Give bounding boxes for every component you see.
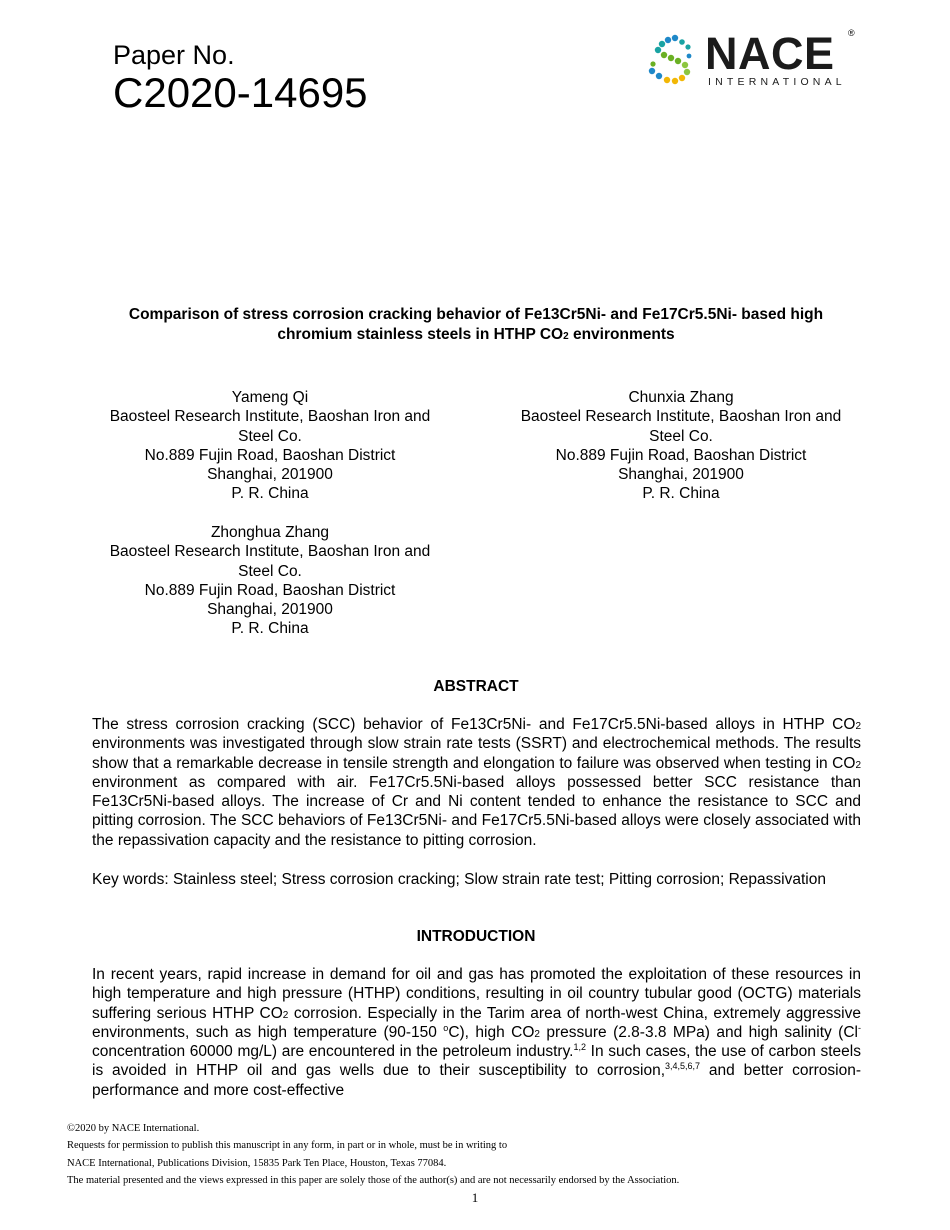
- title-line-1: Comparison of stress corrosion cracking behavior of Fe13Cr5Ni- and Fe17Cr5.5Ni- based high: [128, 306, 824, 323]
- author-block: [90, 523, 450, 639]
- logo-wordmark: NACE: [705, 28, 835, 79]
- author-country: P. R. China: [231, 485, 309, 503]
- author-address: No.889 Fujin Road, Baoshan District: [144, 581, 396, 599]
- nace-logo: [645, 28, 860, 90]
- author-country: P. R. China: [231, 620, 309, 638]
- footer-copyright: ©2020 by NACE International.: [67, 1123, 200, 1134]
- abstract-heading: ABSTRACT: [433, 678, 519, 695]
- title-line-2: chromium stainless steels in HTHP CO2 environments: [277, 326, 675, 343]
- footer-disclaimer: The material presented and the views expressed in this paper are solely those of the author(s) and are not necessarily endorsed by the Association.: [67, 1174, 680, 1186]
- keywords: Key words: Stainless steel; Stress corrosion cracking; Slow strain rate test; Pitting corrosion; Repassivation: [92, 871, 826, 888]
- author-affiliation-cont: Steel Co.: [238, 562, 302, 580]
- author-affiliation-cont: Steel Co.: [649, 427, 713, 445]
- author-block: [501, 388, 861, 504]
- logo-mark-icon: [645, 30, 705, 90]
- introduction-heading: INTRODUCTION: [416, 928, 536, 945]
- author-address: No.889 Fujin Road, Baoshan District: [555, 446, 807, 464]
- footer-permission: Requests for permission to publish this manuscript in any form, in part or in whole, must be in writing to: [67, 1140, 508, 1152]
- abstract-text: The stress corrosion cracking (SCC) behavior of Fe13Cr5Ni- and Fe17Cr5.5Ni-based alloys in HTHP CO2 environments was investigated through slow strain rate tests (SSRT) and electrochemical methods. The results show that a remarkable decrease in tensile strength and elongation to failure was observed when testing in CO2 environment as compared with air. Fe17Cr5.5Ni-based alloys possessed better SCC resistance than Fe13Cr5Ni-based alloys. The increase of Cr and Ni content tended to enhance the resistance to SCC and pitting corrosion. The SCC behaviors of Fe13Cr5Ni- and Fe17Cr5.5Ni-based alloys were closely associated with the repassivation capacity and the resistance to pitting corrosion.: [92, 716, 861, 849]
- author-address: No.889 Fujin Road, Baoshan District: [144, 446, 396, 464]
- author-affiliation: Baosteel Research Institute, Baoshan Iron and: [109, 408, 431, 426]
- author-city: Shanghai, 201900: [207, 466, 333, 484]
- author-city: Shanghai, 201900: [618, 466, 744, 484]
- logo-subtitle: INTERNATIONAL: [708, 76, 846, 88]
- page-number: 1: [471, 1190, 479, 1205]
- paper-title: [90, 305, 862, 345]
- author-affiliation: Baosteel Research Institute, Baoshan Iron and: [520, 408, 842, 426]
- copyright-footer: [67, 1120, 679, 1189]
- paper-id: C2020-14695: [113, 69, 368, 116]
- author-country: P. R. China: [642, 485, 720, 503]
- author-name: Yameng Qi: [231, 389, 309, 406]
- author-block: [90, 388, 450, 504]
- author-affiliation-cont: Steel Co.: [238, 427, 302, 445]
- author-city: Shanghai, 201900: [207, 601, 333, 619]
- introduction-text: In recent years, rapid increase in demand for oil and gas has promoted the exploitation of these resources in high temperature and high pressure (HTHP) conditions, resulting in oil country tubular good (OCTG) materials suffering serious HTHP CO2 corrosion. Especially in the Tarim area of north-west China, extremely aggressive environments, such as high temperature (90-150 $^o$C), high CO2 pressure (2.8-3.8 MPa) and high salinity (Cl- concentration 60000 mg/L) are encountered in the petroleum industry.$^{1,2}$ In such cases, the use of carbon steels is avoided in HTHP oil and gas wells due to their susceptibility to corrosion,$^{3,4,5,6,7}$ and better corrosion-performance and more cost-effective: [92, 966, 861, 1099]
- footer-address: NACE International, Publications Division, 15835 Park Ten Place, Houston, Texas 77084.: [67, 1157, 447, 1169]
- paper-number-label: Paper No.: [113, 40, 235, 70]
- author-affiliation: Baosteel Research Institute, Baoshan Iron and: [109, 543, 431, 561]
- registered-mark: ®: [848, 28, 855, 38]
- author-name: Zhonghua Zhang: [210, 524, 330, 541]
- author-name: Chunxia Zhang: [628, 389, 734, 406]
